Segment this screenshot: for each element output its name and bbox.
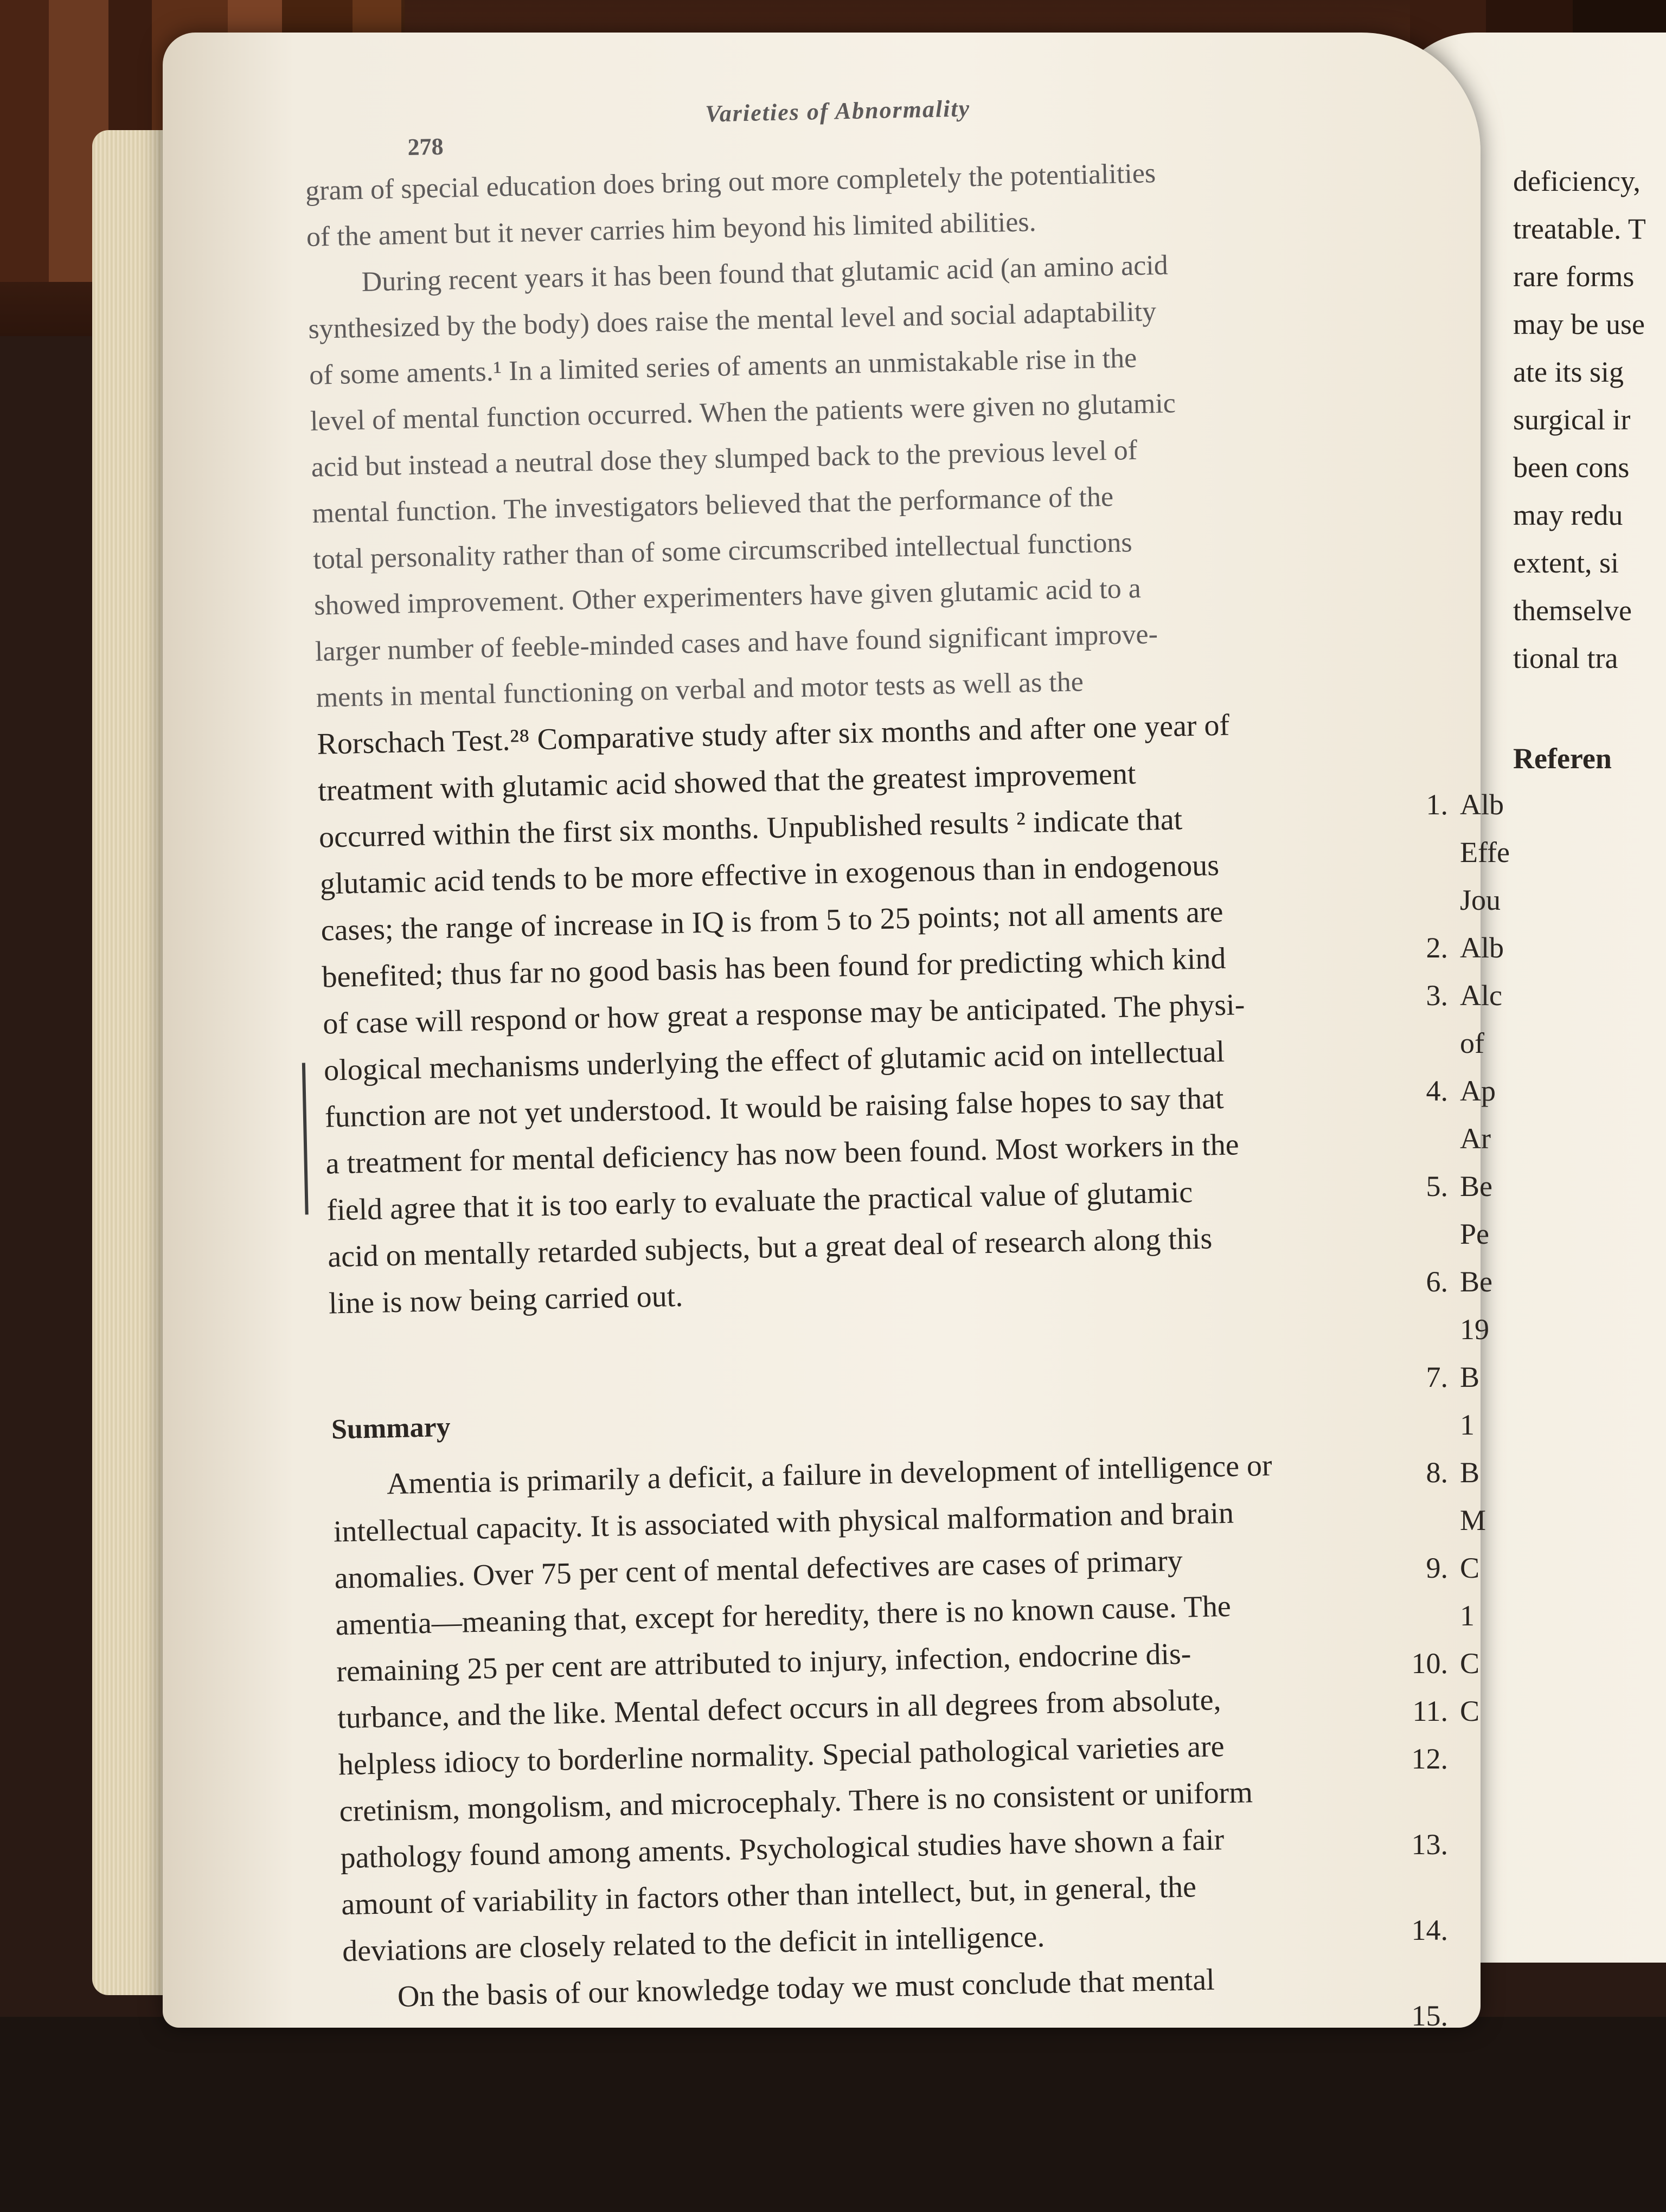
reference-continuation xyxy=(1388,1496,1646,1544)
text-line: may redu xyxy=(1513,499,1623,531)
reference-entry xyxy=(1388,1687,1646,1735)
text-line: glutamic acid tends to be more effective in exogenous than in endogenous xyxy=(319,848,1220,901)
text-line: amentia—meaning that, except for heredity, there is no known cause. The xyxy=(335,1589,1232,1642)
reference-entry xyxy=(1388,1821,1646,1868)
text-line: of case will respond or how great a response may be anticipated. The physi- xyxy=(322,988,1245,1041)
reference-text: Be xyxy=(1460,1265,1492,1298)
text-line: of the ament but it never carries him beyond his limited abilities. xyxy=(306,206,1037,253)
text-line: acid but instead a neutral dose they slumped back to the previous level of xyxy=(311,434,1138,483)
reference-number: 8. xyxy=(1426,1456,1448,1489)
reference-number: 1. xyxy=(1426,788,1448,821)
text-line: extent, si xyxy=(1513,546,1619,579)
reference-continuation xyxy=(1388,1401,1646,1449)
reference-text: 1 xyxy=(1460,1409,1475,1441)
book-spine xyxy=(0,0,52,282)
reference-text: 1 xyxy=(1460,1599,1475,1632)
text-line: function are not yet understood. It would be raising false hopes to say that xyxy=(324,1081,1225,1134)
text-line: ments in mental functioning on verbal and motor tests as well as the xyxy=(316,666,1084,713)
text-line: been cons xyxy=(1513,451,1630,484)
reference-number: 11. xyxy=(1412,1695,1448,1727)
reference-text: M xyxy=(1460,1504,1486,1536)
text-line: synthesized by the body) does raise the mental level and social adaptability xyxy=(307,296,1157,345)
reference-entry xyxy=(1388,1735,1646,1783)
text-line: remaining 25 per cent are attributed to injury, infection, endocrine dis- xyxy=(336,1637,1191,1689)
reference-continuation xyxy=(1388,1210,1646,1258)
reference-number: 13. xyxy=(1411,1828,1448,1861)
reference-text: Alb xyxy=(1460,931,1504,964)
reference-number: 9. xyxy=(1426,1552,1448,1584)
text-line: mental function. The investigators believed that the performance of the xyxy=(312,481,1114,529)
text-line: anomalies. Over 75 per cent of mental defectives are cases of primary xyxy=(334,1544,1183,1596)
reference-continuation xyxy=(1388,1115,1646,1162)
reference-number: 3. xyxy=(1426,979,1448,1012)
reference-entry xyxy=(1388,972,1646,1019)
text-line: During recent years it has been found that glutamic acid (an amino acid xyxy=(361,249,1169,298)
reference-text: B xyxy=(1460,1361,1480,1393)
reference-text: Effe xyxy=(1460,836,1510,869)
reference-number: 10. xyxy=(1411,1647,1448,1680)
reference-text: Pe xyxy=(1460,1218,1489,1250)
left-page-text xyxy=(304,86,1428,2021)
reference-entry xyxy=(1388,1162,1646,1210)
reference-entry xyxy=(1388,924,1646,972)
text-line: ological mechanisms underlying the effect of glutamic acid on intellectual xyxy=(323,1034,1225,1088)
reference-number: 14. xyxy=(1411,1914,1448,1946)
dark-paragraph xyxy=(317,698,1414,1327)
references-heading: Referen xyxy=(1513,742,1612,775)
reference-number: 4. xyxy=(1426,1075,1448,1107)
reference-entry xyxy=(1388,1544,1646,1592)
text-line: total personality rather than of some circumscribed intellectual functions xyxy=(312,527,1133,575)
reference-text: Jou xyxy=(1460,884,1501,916)
reference-text: of xyxy=(1460,1027,1484,1059)
summary-paragraph xyxy=(332,1439,1428,2022)
reference-number: 2. xyxy=(1426,931,1448,964)
text-line: helpless idiocy to borderline normality. Special pathological varieties are xyxy=(338,1729,1225,1782)
text-line: cases; the range of increase in IQ is from 5 to 25 points; not all aments are xyxy=(321,895,1224,948)
text-line: Rorschach Test.²⁸ Comparative study after six months and after one year of xyxy=(316,708,1230,761)
text-line: turbance, and the like. Mental defect occurs in all degrees from absolute, xyxy=(337,1683,1222,1735)
text-line: benefited; thus far no good basis has been found for predicting which kind xyxy=(321,941,1227,994)
reference-entry xyxy=(1388,1353,1646,1401)
text-line: may be use xyxy=(1513,308,1645,340)
references-list xyxy=(1388,781,1646,2040)
text-line: ate its sig xyxy=(1513,356,1624,388)
text-line: rare forms xyxy=(1513,260,1635,293)
text-line: larger number of feeble-minded cases and have found significant improve- xyxy=(315,619,1158,667)
reference-text: C xyxy=(1460,1695,1480,1727)
reference-text: 19 xyxy=(1460,1313,1489,1346)
reference-text: C xyxy=(1460,1647,1480,1680)
reference-text: Ap xyxy=(1460,1075,1496,1107)
running-head: Varieties of Abnormality xyxy=(704,95,971,127)
reference-continuation xyxy=(1388,1306,1646,1353)
text-line: of some aments.¹ In a limited series of aments an unmistakable rise in the xyxy=(309,342,1137,391)
text-line: line is now being carried out. xyxy=(328,1279,683,1321)
text-line: gram of special education does bring out more completely the potentialities xyxy=(305,158,1156,207)
text-line: treatment with glutamic acid showed that the greatest improvement xyxy=(317,757,1137,808)
reference-text: Ar xyxy=(1460,1122,1491,1155)
text-line: themselve xyxy=(1513,594,1632,627)
text-line: deviations are closely related to the deficit in intelligence. xyxy=(342,1920,1045,1969)
reference-text: Alb xyxy=(1460,788,1504,821)
text-line: field agree that it is too early to evaluate the practical value of glutamic xyxy=(326,1175,1193,1227)
reference-entry xyxy=(1388,1258,1646,1306)
faded-paragraph xyxy=(305,145,1401,721)
text-line: surgical ir xyxy=(1513,403,1631,436)
reference-text: B xyxy=(1460,1456,1480,1489)
reference-entry xyxy=(1388,1992,1646,2040)
text-line: intellectual capacity. It is associated with physical malformation and brain xyxy=(333,1496,1234,1549)
page-number: 278 xyxy=(407,133,444,160)
reference-number: 5. xyxy=(1426,1170,1448,1203)
reference-entry xyxy=(1388,1449,1646,1496)
reference-entry xyxy=(1388,781,1646,828)
reference-continuation xyxy=(1388,1019,1646,1067)
text-line: cretinism, mongolism, and microcephaly. There is no consistent or uniform xyxy=(339,1776,1253,1829)
text-line: On the basis of our knowledge today we must conclude that mental xyxy=(397,1963,1215,2014)
text-line: showed improvement. Other experimenters have given glutamic acid to a xyxy=(313,573,1142,621)
text-line: treatable. T xyxy=(1513,213,1646,245)
reference-number: 15. xyxy=(1411,1999,1448,2032)
reference-number: 12. xyxy=(1411,1742,1448,1775)
reference-text: Be xyxy=(1460,1170,1492,1203)
summary-heading: Summary xyxy=(331,1411,451,1445)
text-line: Amentia is primarily a deficit, a failure in development of intelligence or xyxy=(386,1449,1273,1501)
reference-number: 7. xyxy=(1426,1361,1448,1393)
text-line: tional tra xyxy=(1513,642,1618,674)
reference-entry xyxy=(1388,1906,1646,1954)
reference-continuation xyxy=(1388,1592,1646,1639)
right-page-text xyxy=(1411,157,1646,2078)
reference-number: 6. xyxy=(1426,1265,1448,1298)
text-line: a treatment for mental deficiency has now been found. Most workers in the xyxy=(325,1128,1240,1181)
reference-continuation xyxy=(1388,876,1646,924)
text-line: level of mental function occurred. When the patients were given no glutamic xyxy=(310,388,1176,437)
reference-continuation xyxy=(1388,828,1646,876)
text-line: occurred within the first six months. Unpublished results ² indicate that xyxy=(318,802,1183,854)
reference-entry xyxy=(1388,1639,1646,1687)
table-surface xyxy=(0,2017,1666,2212)
text-line: deficiency, xyxy=(1513,165,1641,197)
text-line: acid on mentally retarded subjects, but a great deal of research along this xyxy=(327,1221,1213,1274)
text-line: amount of variability in factors other than intellect, but, in general, the xyxy=(341,1870,1197,1922)
reference-text: Alc xyxy=(1460,979,1502,1012)
text-line: pathology found among aments. Psychological studies have shown a fair xyxy=(339,1823,1225,1875)
reference-text: C xyxy=(1460,1552,1480,1584)
reference-entry xyxy=(1388,1067,1646,1115)
